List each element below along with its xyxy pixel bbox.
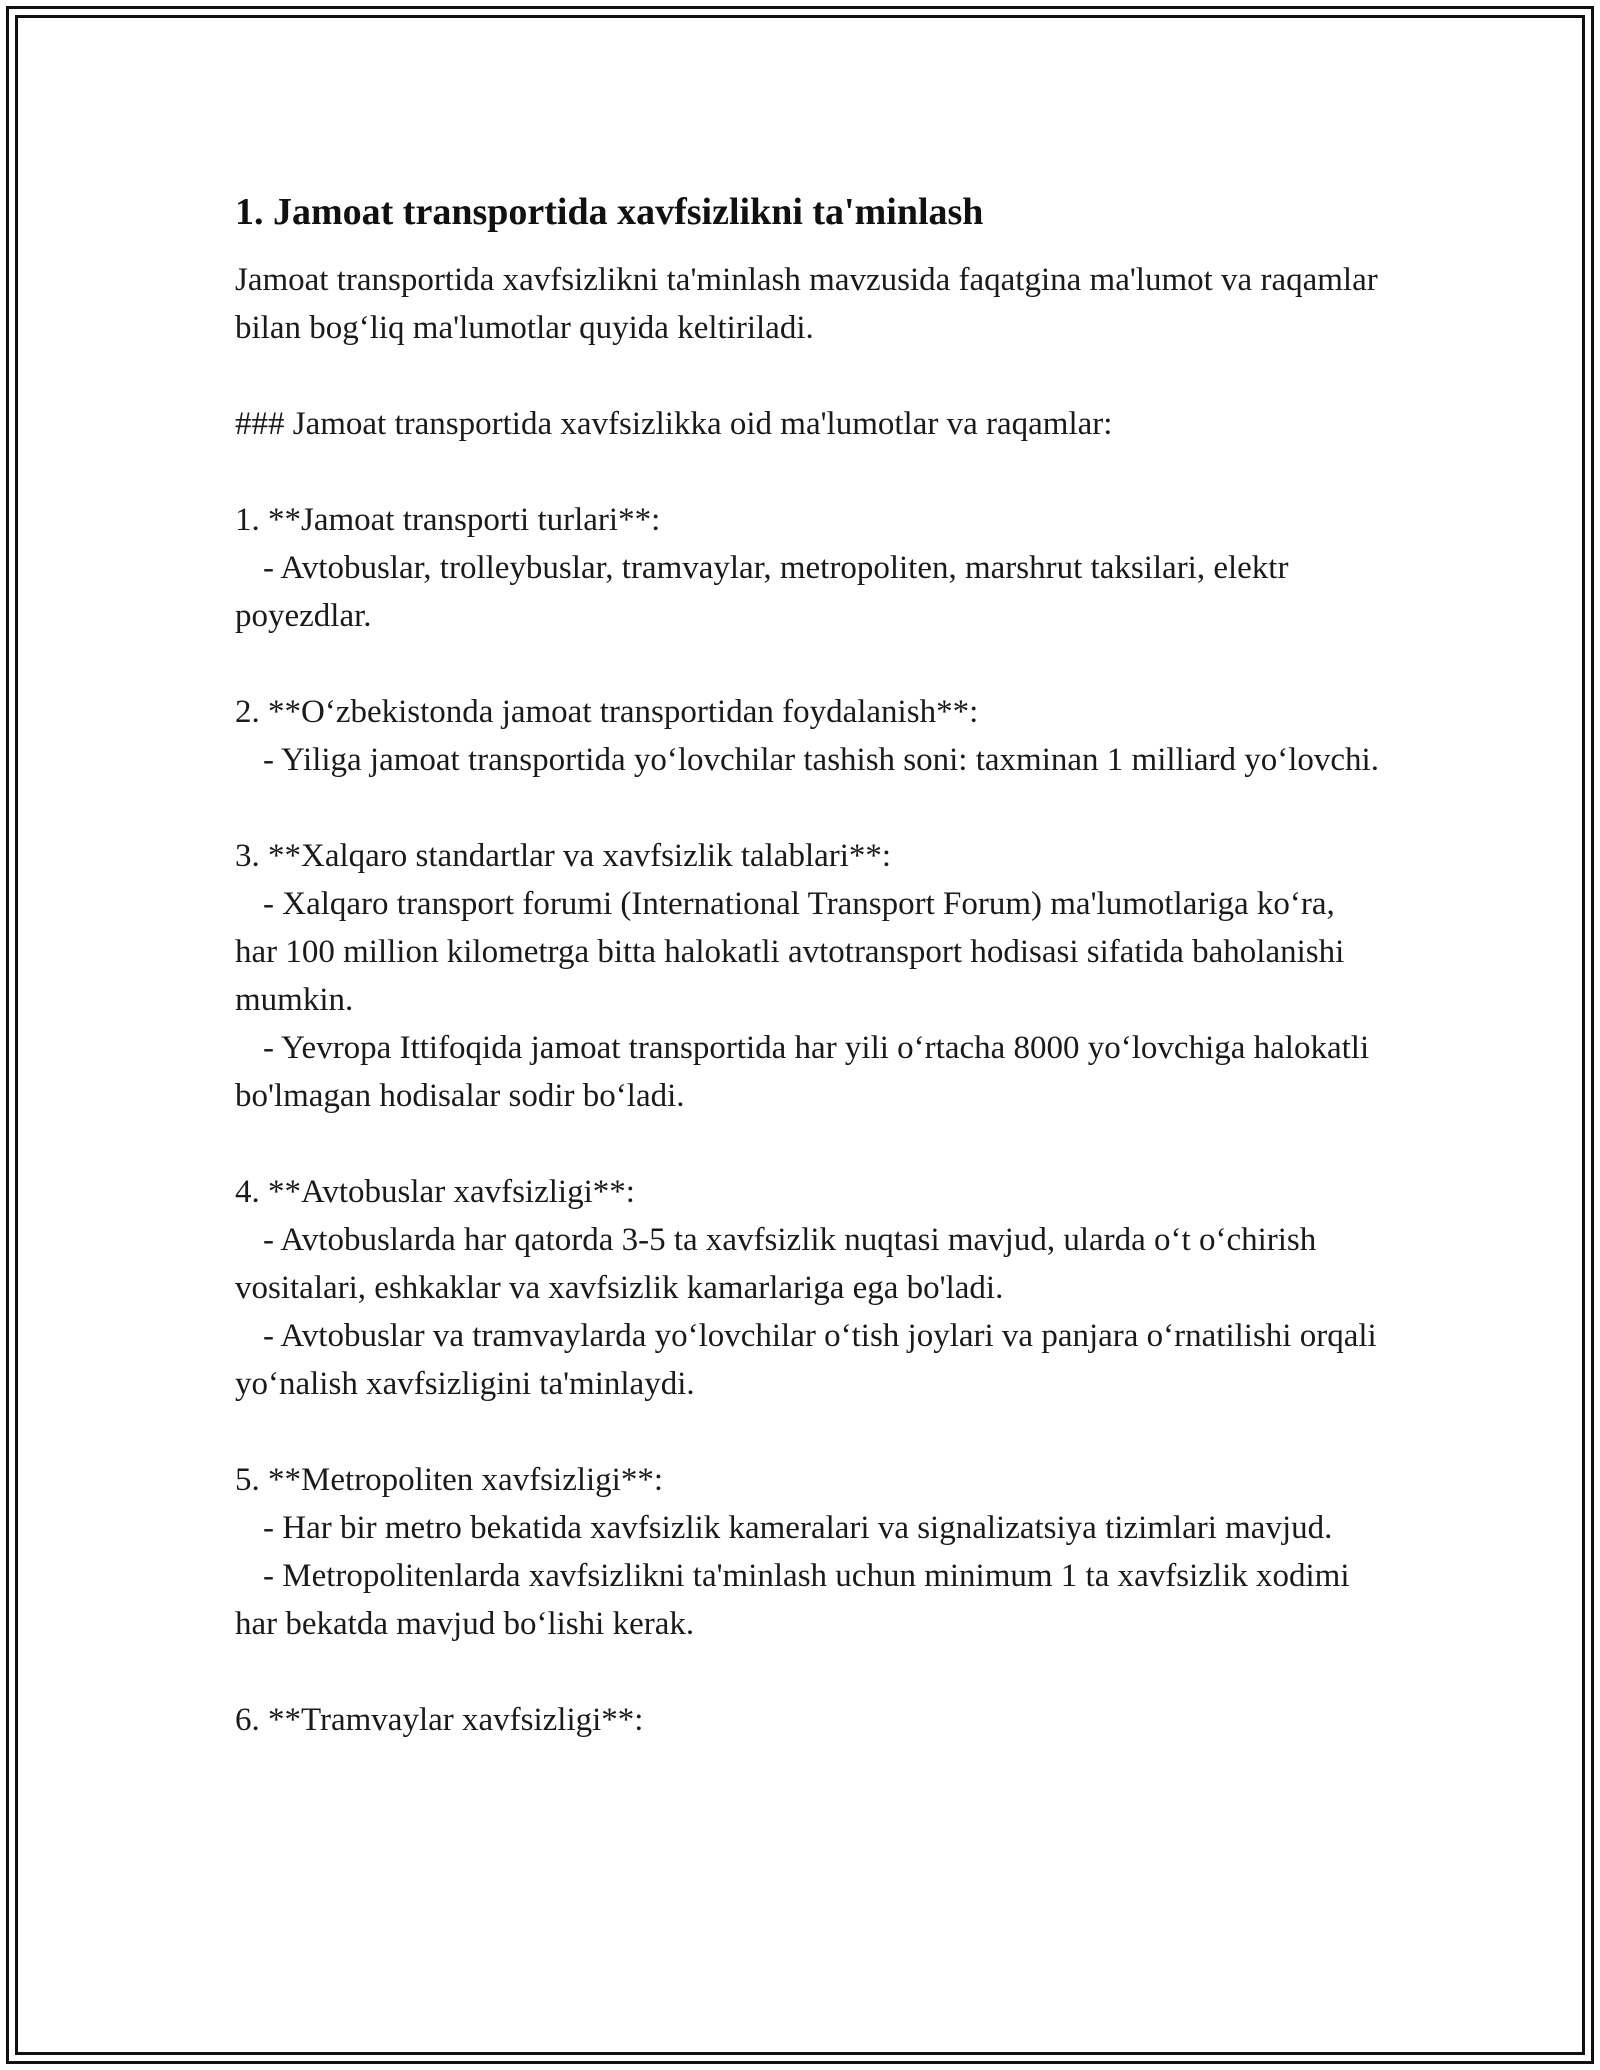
list-item-text: - Yiliga jamoat transportida yo‘lovchilar tashish soni: taxminan 1 milliard yo‘lovchi. xyxy=(263,742,1379,778)
list-item-text: - Xalqaro transport forumi (International Transport Forum) ma'lumotlariga ko‘ra, har 100 million kilometrga bitta halokatli avtotransport hodisasi sifatida baholanishi mumkin. xyxy=(235,886,1353,1018)
list-item-text: - Metropolitenlarda xavfsizlikni ta'minlash uchun minimum 1 ta xavfsizlik xodimi har bekatda mavjud bo‘lishi kerak. xyxy=(235,1558,1358,1642)
list-item xyxy=(235,1312,1385,1408)
list-item xyxy=(235,1552,1385,1648)
spacer xyxy=(235,1648,1385,1696)
section-heading: 1. **Jamoat transporti turlari**: xyxy=(235,502,661,538)
document-body xyxy=(235,188,1385,1744)
section-heading: 3. **Xalqaro standartlar va xavfsizlik talablari**: xyxy=(235,838,892,874)
list-item xyxy=(235,1024,1385,1120)
list-item-text: - Avtobuslar, trolleybuslar, tramvaylar, metropoliten, marshrut taksilari, elektr poyezdlar. xyxy=(235,550,1297,634)
list-item-text: - Har bir metro bekatida xavfsizlik kameralari va signalizatsiya tizimlari mavjud. xyxy=(263,1510,1333,1546)
spacer xyxy=(235,352,1385,400)
spacer xyxy=(235,1408,1385,1456)
list-item-text: - Avtobuslar va tramvaylarda yo‘lovchilar o‘tish joylari va panjara o‘rnatilishi orqali yo‘nalish xavfsizligini ta'minlaydi. xyxy=(235,1318,1385,1402)
section-bus-safety xyxy=(235,1168,1385,1408)
section-heading: 5. **Metropoliten xavfsizligi**: xyxy=(235,1462,664,1498)
spacer xyxy=(235,1120,1385,1168)
list-item xyxy=(235,1504,1385,1552)
list-item xyxy=(235,880,1385,1024)
spacer xyxy=(235,640,1385,688)
section-transport-types xyxy=(235,496,1385,640)
section-heading: 6. **Tramvaylar xavfsizligi**: xyxy=(235,1702,644,1738)
section-tram-safety xyxy=(235,1696,1385,1744)
section-heading: 4. **Avtobuslar xavfsizligi**: xyxy=(235,1174,635,1210)
section-international-standards xyxy=(235,832,1385,1120)
section-heading: 2. **O‘zbekistonda jamoat transportidan foydalanish**: xyxy=(235,694,979,730)
section-metro-safety xyxy=(235,1456,1385,1648)
subheading: ### Jamoat transportida xavfsizlikka oid ma'lumotlar va raqamlar: xyxy=(235,406,1113,442)
list-item-text: - Avtobuslarda har qatorda 3-5 ta xavfsizlik nuqtasi mavjud, ularda o‘t o‘chirish vositalari, eshkaklar va xavfsizlik kamarlariga ega bo'ladi. xyxy=(235,1222,1325,1306)
list-item-text: - Yevropa Ittifoqida jamoat transportida har yili o‘rtacha 8000 yo‘lovchiga halokatli bo'lmagan hodisalar sodir bo‘ladi. xyxy=(235,1030,1378,1114)
list-item xyxy=(235,544,1385,640)
intro-paragraph: Jamoat transportida xavfsizlikni ta'minlash mavzusida faqatgina ma'lumot va raqamlar bilan bog‘liq ma'lumotlar quyida keltiriladi. xyxy=(235,262,1386,346)
spacer xyxy=(235,448,1385,496)
spacer xyxy=(235,784,1385,832)
list-item xyxy=(235,1216,1385,1312)
document-title: 1. Jamoat transportida xavfsizlikni ta'minlash xyxy=(235,191,984,233)
list-item xyxy=(235,736,1385,784)
section-uzbekistan-usage xyxy=(235,688,1385,784)
